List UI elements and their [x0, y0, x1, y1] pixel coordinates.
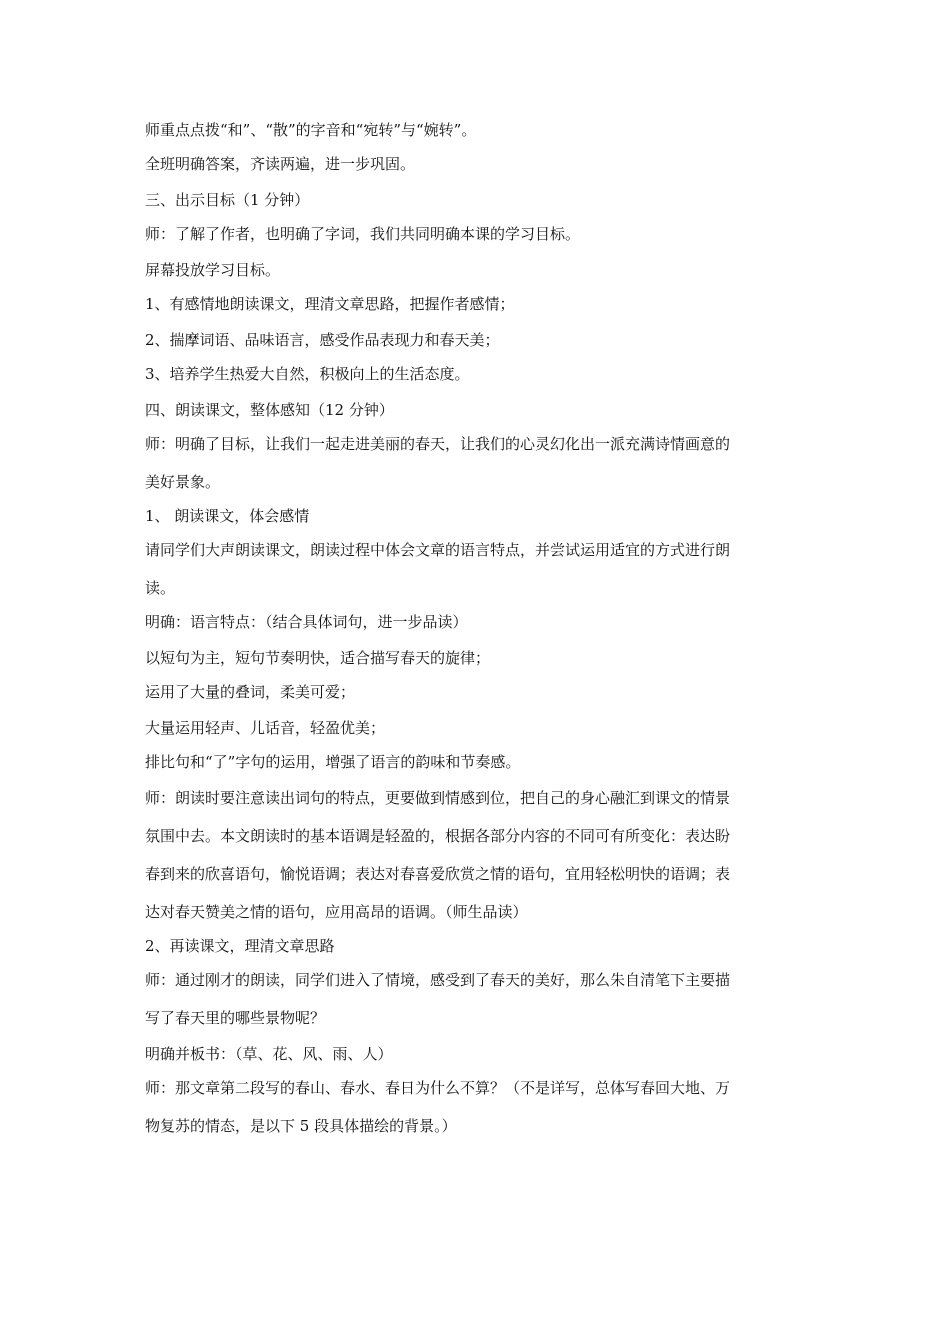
paragraph-line: 美好景象。: [145, 473, 221, 491]
paragraph-line: 请同学们大声朗读课文，朗读过程中体会文章的语言特点，并尝试运用适宜的方式进行朗: [145, 541, 731, 559]
paragraph-line: 全班明确答案，齐读两遍，进一步巩固。: [145, 155, 416, 173]
paragraph-line: 师：了解了作者，也明确了字词，我们共同明确本课的学习目标。: [145, 225, 581, 243]
list-item: 3、培养学生热爱大自然，积极向上的生活态度。: [145, 365, 470, 383]
paragraph-line: 运用了大量的叠词，柔美可爱；: [145, 683, 356, 701]
paragraph-line: 物复苏的情态，是以下 5 段具体描绘的背景。）: [145, 1117, 457, 1135]
paragraph-line: 师：明确了目标，让我们一起走进美丽的春天，让我们的心灵幻化出一派充满诗情画意的: [145, 435, 731, 453]
paragraph-line: 明确：语言特点：（结合具体词句，进一步品读）: [145, 613, 468, 631]
paragraph-line: 达对春天赞美之情的语句，应用高昂的语调。（师生品读）: [145, 903, 528, 921]
section-heading: 四、朗读课文，整体感知（12 分钟）: [145, 401, 394, 419]
list-item: 1、有感情地朗读课文，理清文章思路，把握作者感情；: [145, 295, 515, 313]
paragraph-line: 大量运用轻声、儿话音，轻盈优美；: [145, 719, 386, 737]
paragraph-line: 读。: [145, 579, 176, 597]
list-item: 2、揣摩词语、品味语言，感受作品表现力和春天美；: [145, 331, 500, 349]
paragraph-line: 氛围中去。本文朗读时的基本语调是轻盈的，根据各部分内容的不同可有所变化：表达盼: [145, 827, 731, 845]
paragraph-line: 明确并板书：（草、花、风、雨、人）: [145, 1045, 393, 1063]
paragraph-line: 屏幕投放学习目标。: [145, 261, 281, 279]
paragraph-line: 写了春天里的哪些景物呢？: [145, 1009, 326, 1027]
section-heading: 三、出示目标（1 分钟）: [145, 191, 310, 209]
subsection-heading: 2、再读课文，理清文章思路: [145, 937, 335, 955]
paragraph-line: 师重点点拨“和”、“散”的字音和“宛转”与“婉转”。: [145, 121, 477, 139]
paragraph-line: 师：那文章第二段写的春山、春水、春日为什么不算？（不是详写，总体写春回大地、万: [145, 1079, 731, 1097]
paragraph-line: 排比句和“了”字句的运用，增强了语言的韵味和节奏感。: [145, 753, 521, 771]
document-body: [145, 120, 815, 1136]
paragraph-line: 以短句为主，短句节奏明快，适合描写春天的旋律；: [145, 649, 491, 667]
subsection-heading: 1、 朗读课文，体会感情: [145, 507, 310, 525]
paragraph-line: 师：通过刚才的朗读，同学们进入了情境，感受到了春天的美好，那么朱自清笔下主要描: [145, 971, 731, 989]
paragraph-line: 春到来的欣喜语句，愉悦语调；表达对春喜爱欣赏之情的语句，宜用轻松明快的语调；表: [145, 865, 731, 883]
paragraph-line: 师：朗读时要注意读出词句的特点，更要做到情感到位，把自己的身心融汇到课文的情景: [145, 789, 731, 807]
